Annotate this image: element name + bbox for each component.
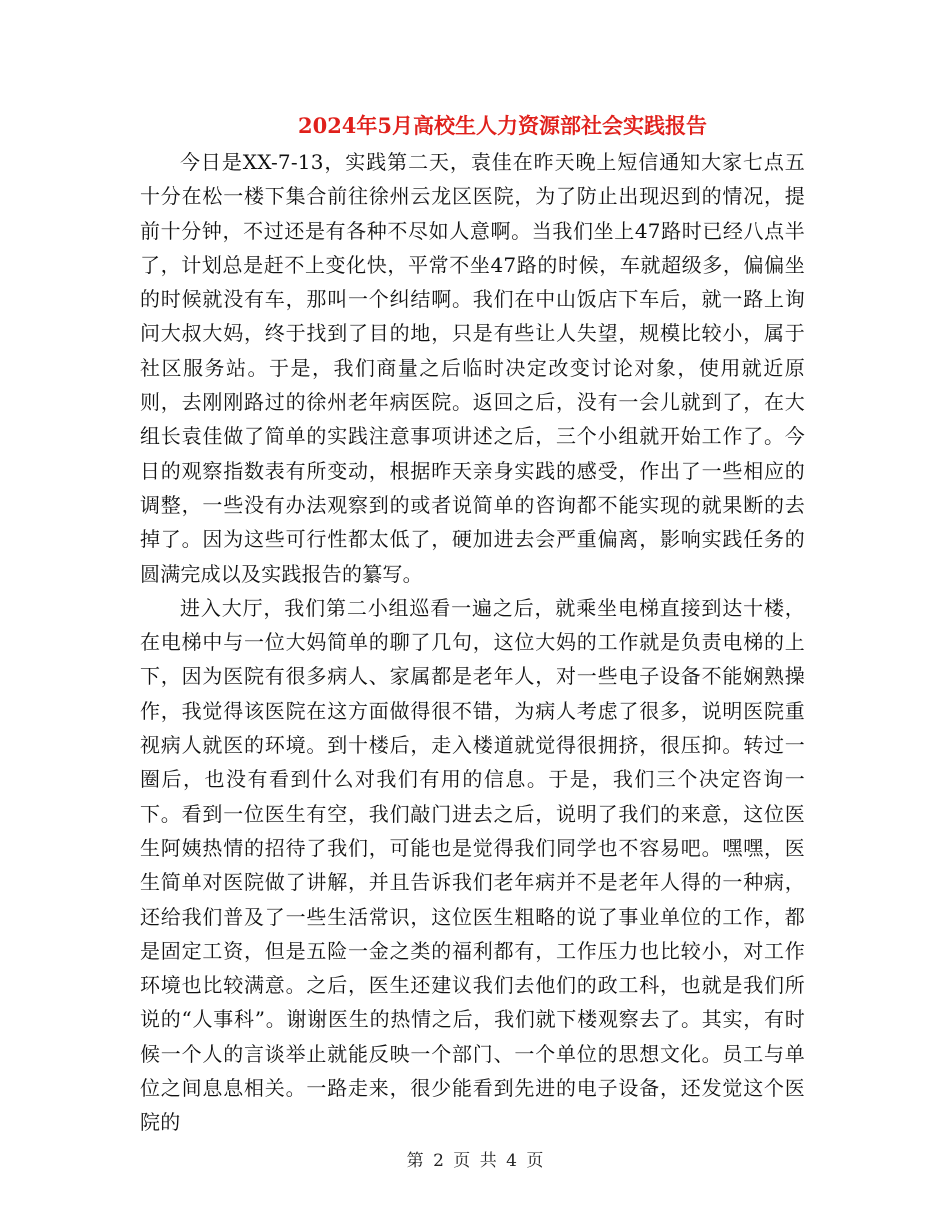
paragraph: 进入大厅，我们第二小组巡看一遍之后，就乘坐电梯直接到达十楼，在电梯中与一位大妈简单的聊了几句，这位大妈的工作就是负责电梯的上下，因为医院有很多病人、家属都是老年人，对一些电子设备不能娴熟操作，我觉得该医院在这方面做得很不错，为病人考虑了很多，说明医院重视病人就医的环境。到十楼后，走入楼道就觉得很拥挤，很压抑。转过一圈后，也没有看到什么对我们有用的信息。于是，我们三个决定咨询一下。看到一位医生有空，我们敲门进去之后，说明了我们的来意，这位医生阿姨热情的招待了我们，可能也是觉得我们同学也不容易吧。嘿嘿，医生简单对医院做了讲解，并且告诉我们老年病并不是老年人得的一种病，还给我们普及了一些生活常识，这位医生粗略的说了事业单位的工作，都是固定工资，但是五险一金之类的福利都有，工作压力也比较小，对工作环境也比较满意。之后，医生还建议我们去他们的政工科，也就是我们所说的“人事科”。谢谢医生的热情之后，我们就下楼观察去了。其实，有时候一个人的言谈举止就能反映一个部门、一个单位的思想文化。员工与单位之间息息相关。一路走来，很少能看到先进的电子设备，还发觉这个医院的 [140, 595, 805, 1135]
document-title: 2024年5月高校生人力资源部社会实践报告 [297, 113, 708, 138]
page-number-footer: 第 2 页 共 4 页 [406, 1151, 544, 1171]
paragraph: 今日是XX-7-13，实践第二天，袁佳在昨天晚上短信通知大家七点五十分在松一楼下集合前往徐州云龙区医院，为了防止出现迟到的情况，提前十分钟，不过还是有各种不尽如人意啊。当我们坐上47路时已经八点半了，计划总是赶不上变化快，平常不坐47路的时候，车就超级多，偏偏坐的时候就没有车，那叫一个纠结啊。我们在中山饭店下车后，就一路上询问大叔大妈，终于找到了目的地，只是有些让人失望，规模比较小，属于社区服务站。于是，我们商量之后临时决定改变讨论对象，使用就近原则，去刚刚路过的徐州老年病医院。返回之后，没有一会儿就到了，在大组长袁佳做了简单的实践注意事项讲述之后，三个小组就开始工作了。今日的观察指数表有所变动，根据昨天亲身实践的感受，作出了一些相应的调整，一些没有办法观察到的或者说简单的咨询都不能实现的就果断的去掉了。因为这些可行性都太低了，硬加进去会严重偏离，影响实践任务的圆满完成以及实践报告的纂写。 [140, 150, 805, 586]
document-body [140, 145, 805, 1140]
